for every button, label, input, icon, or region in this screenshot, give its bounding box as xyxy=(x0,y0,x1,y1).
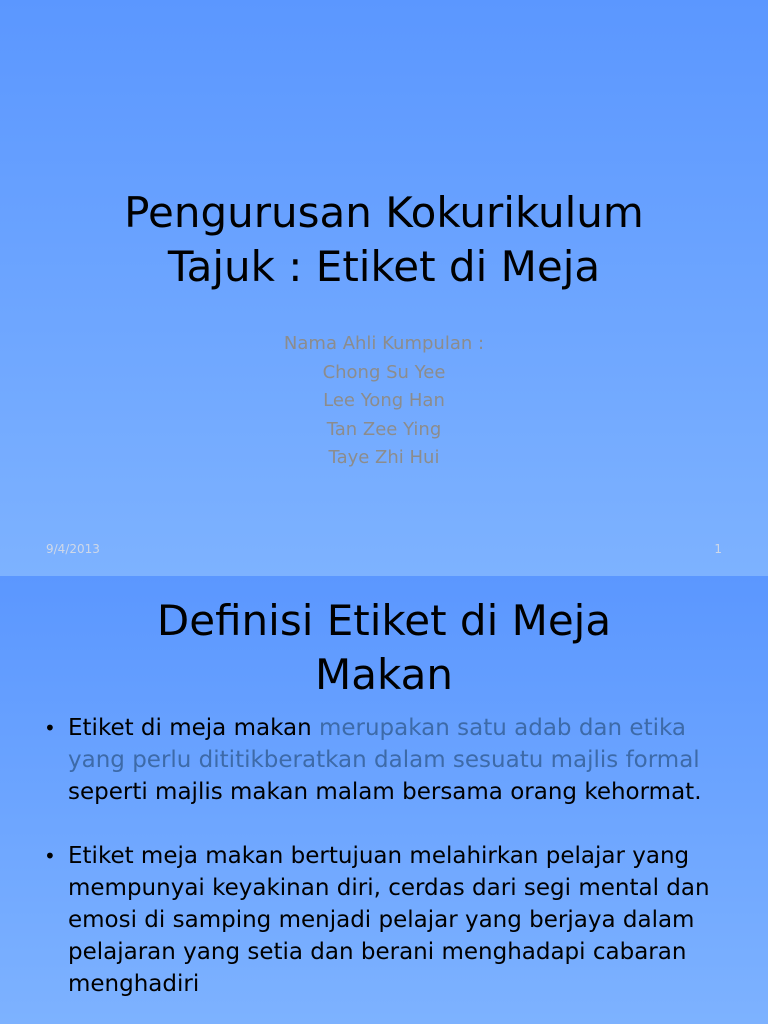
slide-date: 9/4/2013 xyxy=(46,542,100,556)
bullet-list xyxy=(44,712,724,1024)
slide-number: 1 xyxy=(714,542,722,556)
slide-2 xyxy=(0,576,768,1024)
bullet-text-plain: Etiket di meja makan xyxy=(68,715,319,741)
title-line-2: Makan xyxy=(315,650,453,699)
slide-title xyxy=(0,594,768,702)
slide-title xyxy=(0,186,768,294)
bullet-text: Etiket meja makan bertujuan melahirkan pelajar yang mempunyai keyakinan diri, cerdas dari segi mental dan emosi di samping menjadi pelajar yang berjaya dalam pelajaran yang setia dan berani menghadapi cabaran menghadiri xyxy=(68,843,710,997)
member-name: Lee Yong Han xyxy=(323,390,445,411)
title-line-1: Pengurusan Kokurikulum xyxy=(124,188,644,237)
bullet-item xyxy=(44,840,724,1000)
member-name: Chong Su Yee xyxy=(322,361,446,383)
bullet-icon: • xyxy=(44,716,56,740)
title-line-1: Definisi Etiket di Meja xyxy=(156,596,612,645)
member-list xyxy=(0,330,768,473)
title-line-2: Tajuk : Etiket di Meja xyxy=(167,242,601,291)
bullet-text-plain: seperti majlis makan malam bersama orang kehormat. xyxy=(68,779,702,805)
bullet-icon: • xyxy=(44,844,56,868)
member-heading: Nama Ahli Kumpulan : xyxy=(283,333,485,354)
bullet-item xyxy=(44,712,724,808)
member-name: Taye Zhi Hui xyxy=(328,447,440,468)
member-name: Tan Zee Ying xyxy=(326,418,442,440)
bullet-text-highlight: merupakan satu adab dan etika yang perlu dititikberatkan dalam sesuatu majlis formal xyxy=(68,715,700,773)
